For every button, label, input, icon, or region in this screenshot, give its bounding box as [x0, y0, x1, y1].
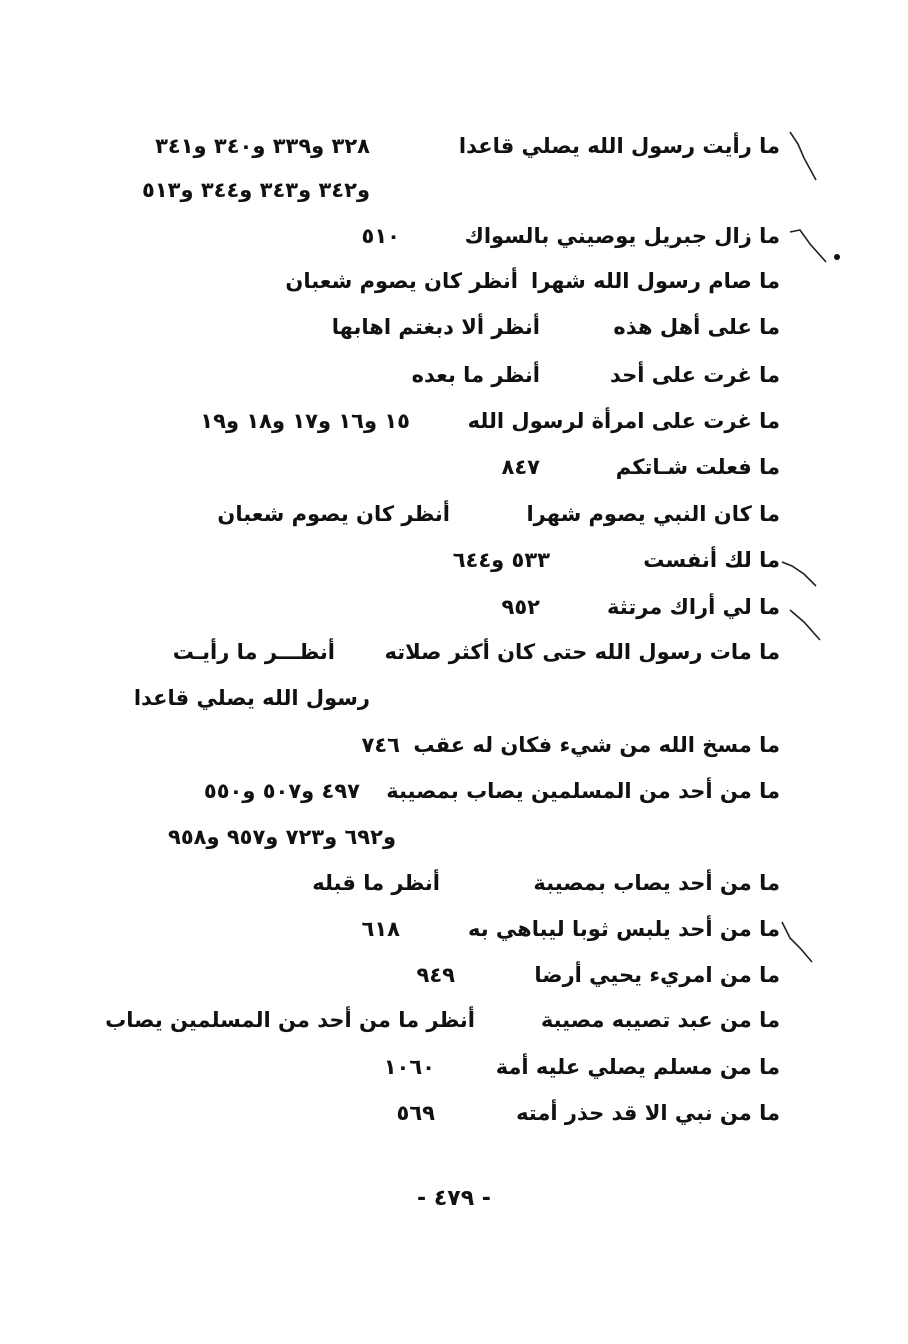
entry-term: ما على أهل هذه [613, 315, 780, 339]
margin-tick-mark [786, 604, 826, 646]
entry-term: ما من عبد تصيبه مصيبة [540, 1008, 780, 1032]
entry-term: ما غرت على أحد [610, 363, 780, 387]
entry-ref: ١٥ و١٦ و١٧ و١٨ و١٩ [200, 409, 410, 433]
entry-term: ما من امريء يحيي أرضا [534, 963, 780, 987]
entry-ref: ٣٢٨ و٣٣٩ و٣٤٠ و٣٤١ [155, 134, 370, 158]
entry-ref-continued: رسول الله يصلي قاعدا [133, 686, 370, 710]
entry-ref: ٦١٨ [361, 917, 400, 941]
entry-term: ما مات رسول الله حتى كان أكثر صلاته [384, 640, 780, 664]
entry-ref: ٨٤٧ [501, 455, 540, 479]
index-entry [128, 773, 780, 813]
index-entry [128, 957, 780, 997]
entry-term: ما غرت على امرأة لرسول الله [467, 409, 780, 433]
entry-ref: أنظر ألا دبغتم اهابها [331, 315, 540, 339]
index-entry [128, 865, 780, 905]
index-entry [128, 496, 780, 536]
index-entry [128, 403, 780, 443]
index-entry [128, 128, 780, 168]
index-entry [128, 542, 780, 582]
entry-ref: أنظر ما بعده [411, 363, 540, 387]
entry-continuation [128, 172, 780, 212]
index-entry [128, 263, 780, 303]
index-entry [128, 218, 780, 258]
entry-term: ما مسخ الله من شيء فكان له عقب [413, 733, 780, 757]
entry-ref: أنظر كان يصوم شعبان [285, 269, 518, 293]
margin-tick-mark [778, 918, 818, 966]
entry-ref: ٥١٠ [361, 224, 400, 248]
ink-dot [834, 254, 840, 260]
entry-term: ما من نبي الا قد حذر أمته [516, 1101, 780, 1125]
entry-ref-continued: و٦٩٢ و٧٢٣ و٩٥٧ و٩٥٨ [168, 825, 396, 849]
page-number: - ٤٧٩ - [417, 1186, 491, 1211]
margin-tick-mark [780, 556, 820, 590]
entry-term: ما من أحد يلبس ثوبا ليباهي به [468, 917, 780, 941]
entry-ref: أنظر كان يصوم شعبان [217, 502, 450, 526]
entry-ref: أنظـــر ما رأيـت [172, 640, 335, 664]
margin-tick-mark [786, 222, 836, 272]
entry-ref: ٧٤٦ [361, 733, 400, 757]
entry-ref: ٥٣٣ و٦٤٤ [452, 548, 550, 572]
entry-continuation [128, 819, 780, 859]
index-entry [128, 1095, 780, 1135]
index-entry [128, 357, 780, 397]
entry-term: ما رأيت رسول الله يصلي قاعدا [458, 134, 780, 158]
index-entry [128, 449, 780, 489]
index-entry [128, 634, 780, 674]
entry-term: ما لي أراك مرتثة [607, 595, 780, 619]
entry-ref: ١٠٦٠ [383, 1055, 435, 1079]
index-entry [105, 1002, 780, 1042]
index-entry [128, 911, 780, 951]
entry-ref: أنظر ما من أحد من المسلمين يصاب [105, 1008, 475, 1032]
index-entry [128, 309, 780, 349]
entry-term: ما من مسلم يصلي عليه أمة [495, 1055, 780, 1079]
entry-ref: ٩٤٩ [416, 963, 455, 987]
entry-ref: ٩٥٢ [501, 595, 540, 619]
entry-continuation [128, 680, 780, 720]
entry-term: ما صام رسول الله شهرا [531, 269, 780, 293]
entry-term: ما كان النبي يصوم شهرا [526, 502, 780, 526]
entry-ref-continued: و٣٤٢ و٣٤٣ و٣٤٤ و٥١٣ [142, 178, 370, 202]
index-entry [128, 1049, 780, 1089]
entry-ref: ٤٩٧ و٥٠٧ و٥٥٠ [203, 779, 360, 803]
entry-term: ما زال جبريل يوصيني بالسواك [464, 224, 780, 248]
index-entry [128, 589, 780, 629]
margin-tick-mark [786, 128, 826, 188]
entry-ref: أنظر ما قبله [312, 871, 440, 895]
entry-term: ما من أحد يصاب بمصيبة [533, 871, 780, 895]
entry-term: ما لك أنفست [643, 548, 780, 572]
entry-term: ما من أحد من المسلمين يصاب بمصيبة [386, 779, 780, 803]
entry-term: ما فعلت شـاتكم [615, 455, 780, 479]
index-entry [128, 727, 780, 767]
entry-ref: ٥٦٩ [396, 1101, 435, 1125]
